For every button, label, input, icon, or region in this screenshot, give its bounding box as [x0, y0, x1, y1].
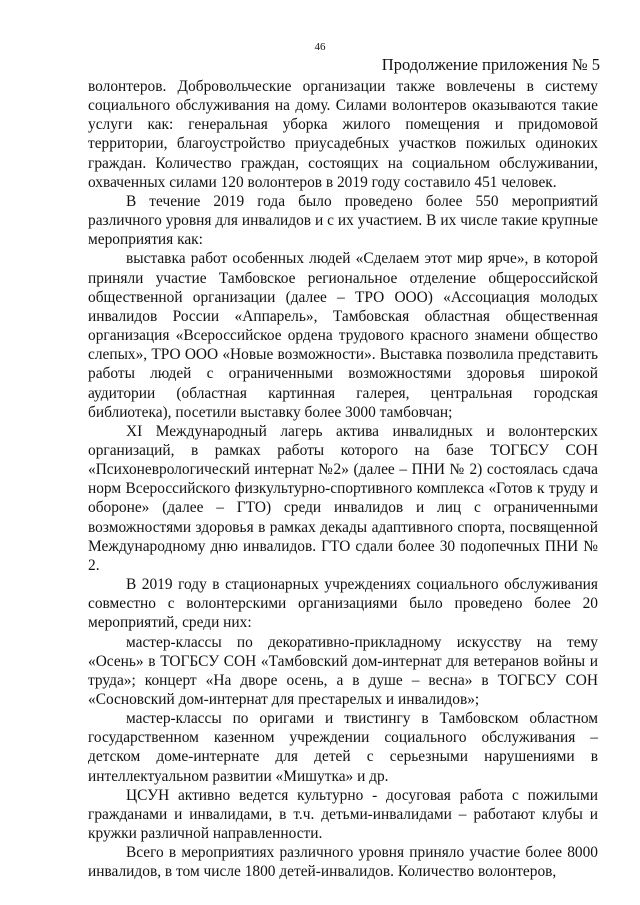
paragraph: мастер-классы по оригами и твистингу в Тамбовском областном государственном казенном учреждении социального обслуживания – детском доме-интернате для детей с серьезными нарушениями в интеллектуальном развитии «Мишутка» и др.: [88, 710, 598, 785]
paragraph: волонтеров. Добровольческие организации также вовлечены в систему социального обслуживания на дому. Силами волонтеров оказываются такие услуги как: генеральная уборка жилого помещения и придомовой территории, благоустройство приусадебных участков пожилых одиноких граждан. Количество граждан, состоящих на социальном обслуживании, охваченных силами 120 волонтеров в 2019 году составило 451 человек.: [88, 78, 598, 191]
paragraph: XI Международный лагерь актива инвалидных и волонтерских организаций, в рамках работы которого на базе ТОГБСУ СОН «Психоневрологический интернат №2» (далее – ПНИ № 2) состоялась сдача норм Всероссийского физкультурно-спортивного комплекса «Готов к труду и обороне» (далее – ГТО) среди инвалидов и лиц с ограниченными возможностями здоровья в рамках декады адаптивного спорта, посвященной Международному дню инвалидов. ГТО сдали более 30 подопечных ПНИ № 2.: [88, 422, 598, 574]
paragraph: В 2019 году в стационарных учреждениях социального обслуживания совместно с волонтерскими организациями было проведено более 20 мероприятий, среди них:: [88, 576, 598, 632]
paragraph: ЦСУН активно ведется культурно - досуговая работа с пожилыми гражданами и инвалидами, в т.ч. детьми-инвалидами – работают клубы и кружки различной направленности.: [88, 786, 598, 843]
body-text: [88, 77, 598, 882]
paragraph: мастер-классы по декоративно-прикладному искусству на тему «Осень» в ТОГБСУ СОН «Тамбовский дом-интернат для ветеранов войны и труда»; концерт «На дворе осень, а в душе – весна» в ТОГБСУ СОН «Сосновский дом-интернат для престарелых и инвалидов»;: [88, 633, 598, 708]
paragraph: Всего в мероприятиях различного уровня приняло участие более 8000 инвалидов, в том числе 1800 детей-инвалидов. Количество волонтеров,: [88, 844, 598, 881]
page-number: 46: [314, 41, 326, 53]
paragraph: В течение 2019 года было проведено более 550 мероприятий различного уровня для инвалидов и с их участием. В их числе такие крупные мероприятия как:: [88, 192, 598, 249]
appendix-continuation-note: Продолжение приложения № 5: [381, 55, 600, 74]
paragraph: выставка работ особенных людей «Сделаем этот мир ярче», в которой приняли участие Тамбовское региональное отделение общероссийской общественной организации (далее – ТРО ООО) «Ассоциация молодых инвалидов России «Аппарель», Тамбовская областная общественная организация «Всероссийское ордена трудового красного знамени общество слепых», ТРО ООО «Новые возможности». Выставка позволила представить работы людей с ограниченными возможностями здоровья широкой аудитории (областная картинная галерея, центральная городская библиотека), посетили выставку более 3000 тамбовчан;: [88, 250, 598, 421]
